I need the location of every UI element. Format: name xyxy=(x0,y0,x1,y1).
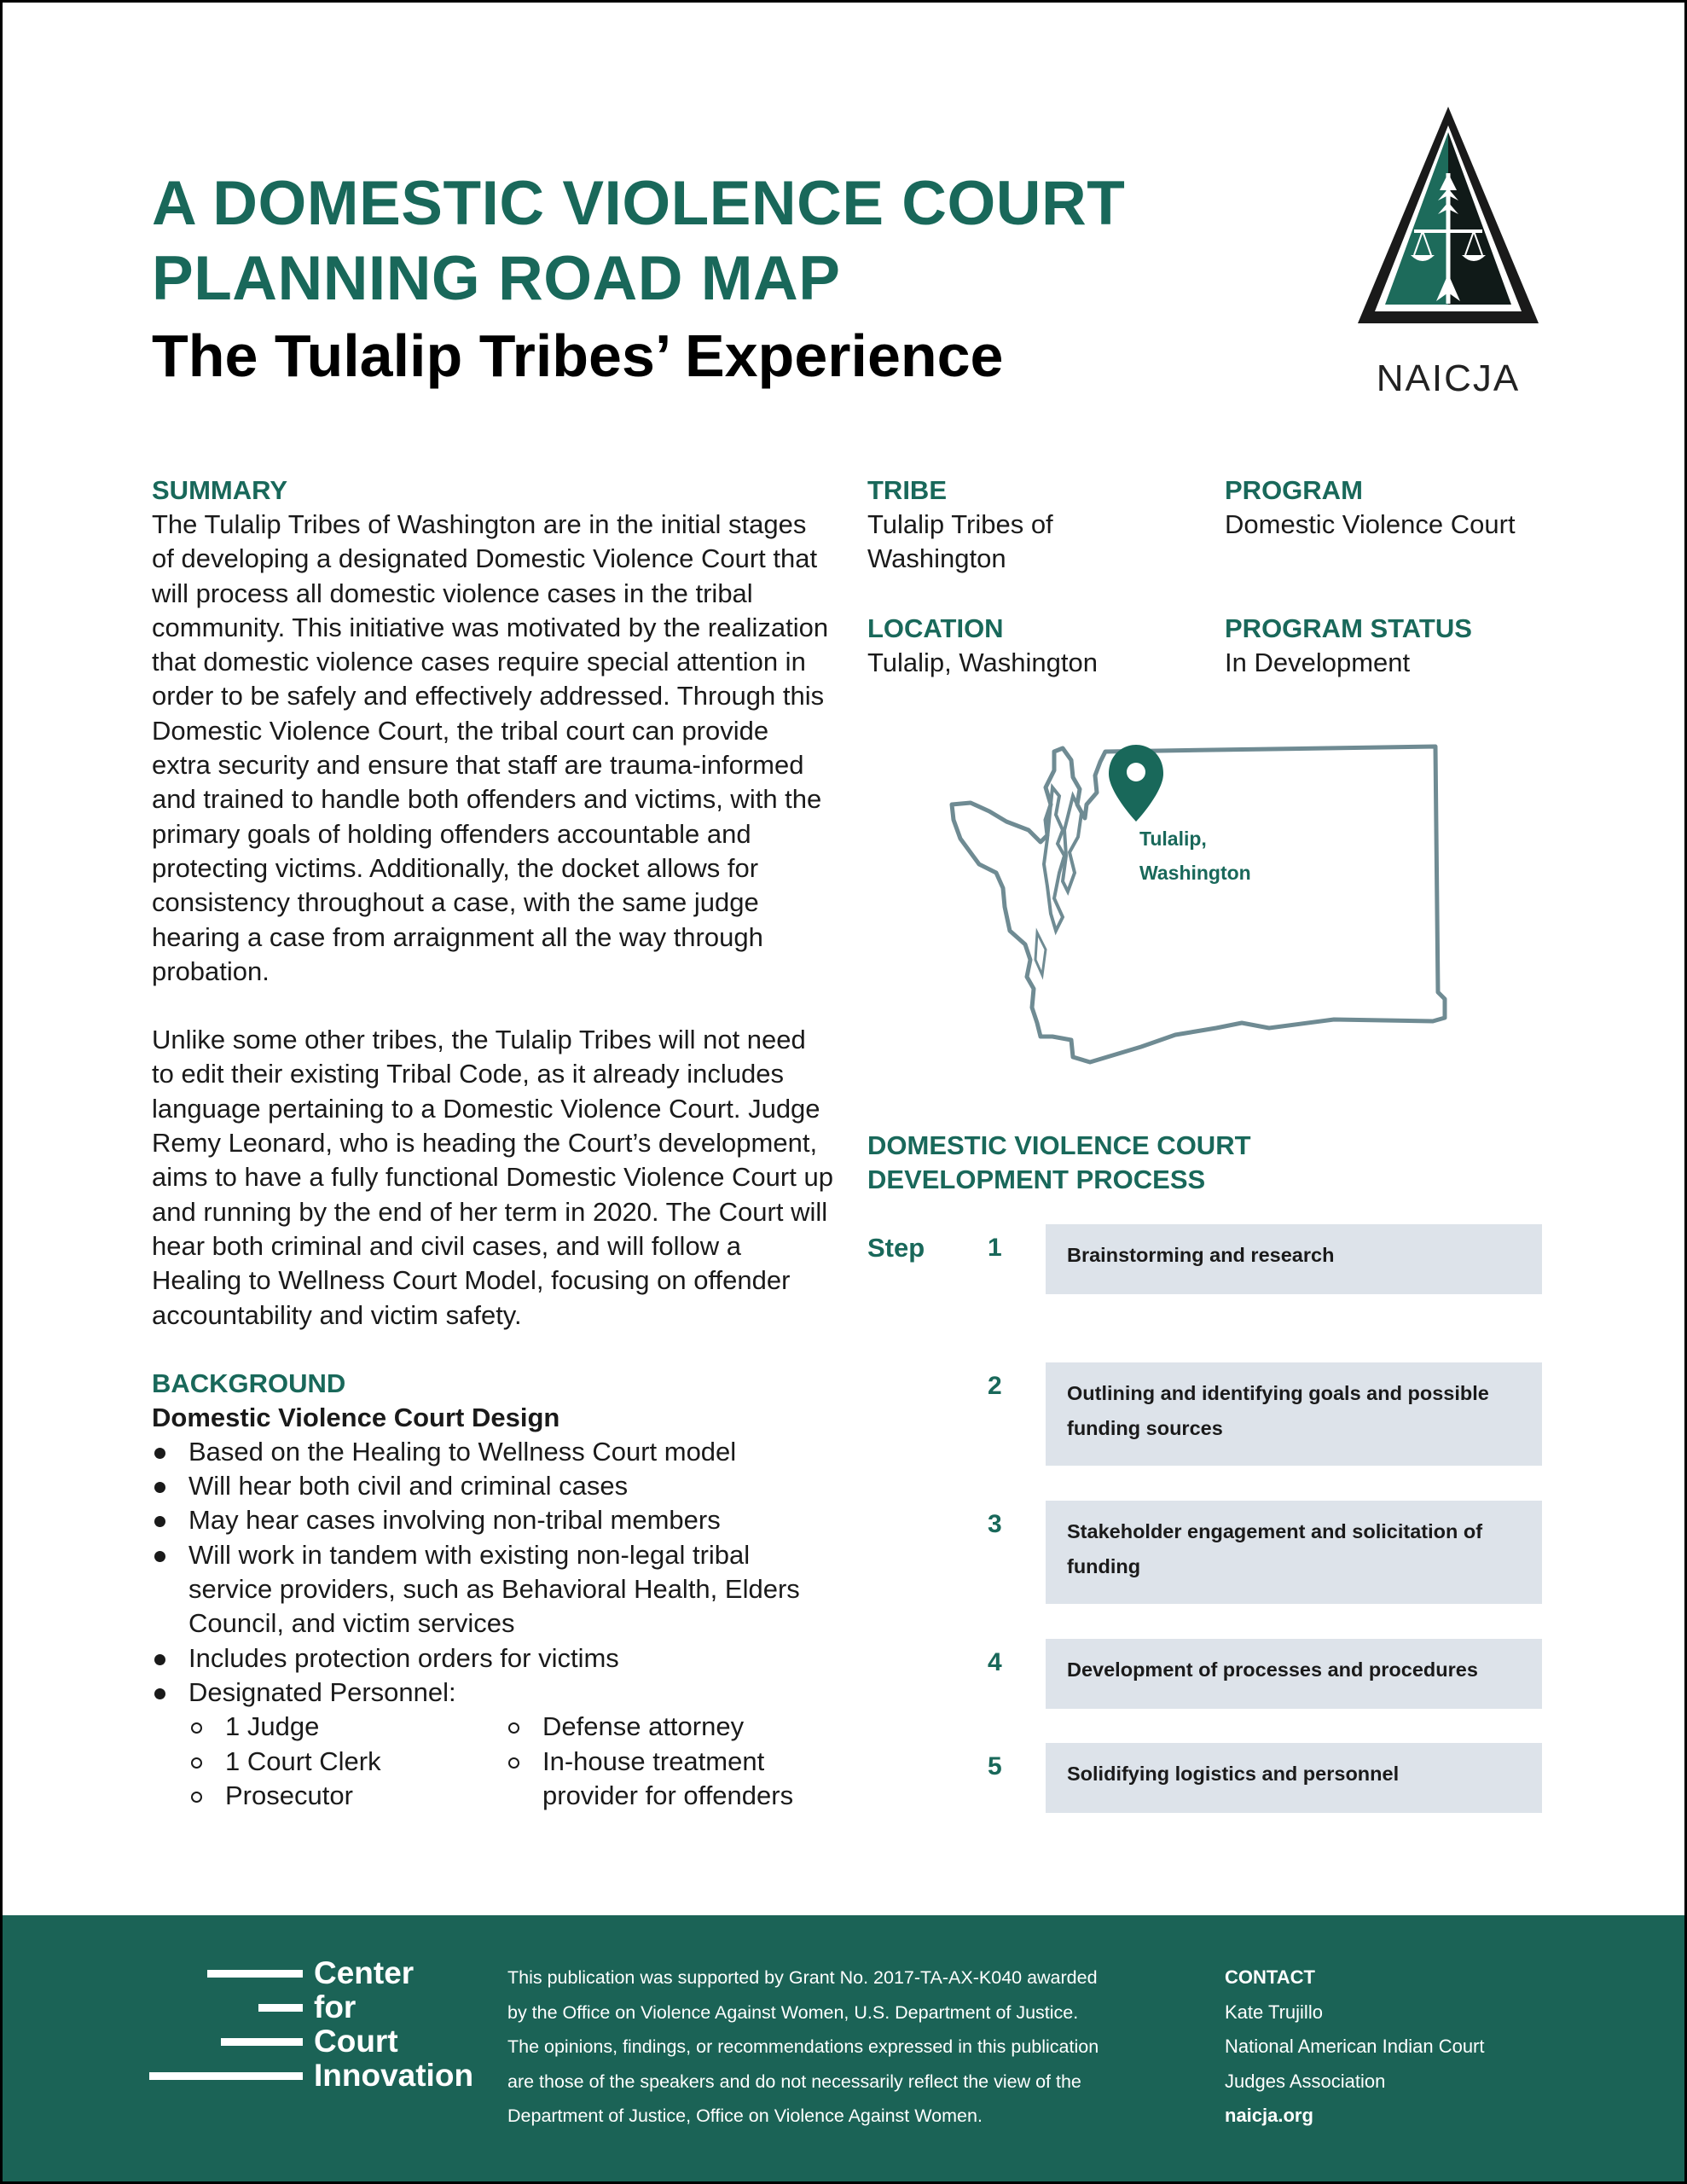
cci-bar-icon xyxy=(149,2072,303,2080)
location-pin-icon xyxy=(1109,745,1163,822)
map-label-line-2: Washington xyxy=(1139,862,1251,884)
step-box: Development of processes and procedures xyxy=(1046,1639,1542,1709)
cci-bar-icon xyxy=(207,1970,303,1978)
bullet-dot-icon xyxy=(154,1516,165,1527)
cci-logo-word: Center xyxy=(314,1955,415,1990)
bullet-item: May hear cases involving non-tribal members xyxy=(152,1503,834,1537)
personnel-column-right xyxy=(506,1710,823,1813)
cci-bar-icon xyxy=(221,2038,303,2046)
personnel-item: 1 Judge xyxy=(188,1710,506,1744)
step-number: 2 xyxy=(988,1372,1002,1400)
page-title-line-1: A DOMESTIC VIOLENCE COURT xyxy=(152,169,1126,238)
location-label: LOCATION xyxy=(867,613,1004,643)
step-box: Brainstorming and research xyxy=(1046,1224,1542,1294)
circle-bullet-icon xyxy=(191,1792,202,1803)
tribe-value: Tulalip Tribes of Washington xyxy=(867,509,1053,574)
step-number: 3 xyxy=(988,1510,1002,1538)
background-subheading: Domestic Violence Court Design xyxy=(152,1402,560,1432)
bullet-item: Based on the Healing to Wellness Court model xyxy=(152,1435,834,1469)
contact-heading: CONTACT xyxy=(1225,1966,1315,1988)
step-box: Stakeholder engagement and solicitation of funding xyxy=(1046,1501,1542,1604)
bullet-item: Includes protection orders for victims xyxy=(152,1641,834,1676)
step-label: Step xyxy=(867,1233,925,1263)
contact-block xyxy=(1225,1960,1485,2134)
process-heading-line-1: DOMESTIC VIOLENCE COURT xyxy=(867,1130,1251,1160)
summary-paragraph-1: The Tulalip Tribes of Washington are in the initial stages of developing a designated Domestic Violence Court that will process all domestic violence cases in the tribal community. This initiative was motivated by the realization that domestic violence cases require special attention in order to be safely and effectively addressed. Through this Domestic Violence Court, the tribal court can provide extra security and ensure that staff are trauma-informed and trained to handle both offenders and victims, with the primary goals of holding offenders accountable and protecting victims. Additionally, the docket allows for consistency throughout a case, with the same judge hearing a case from arraignment all the way through probation. xyxy=(152,509,829,986)
bullet-dot-icon xyxy=(154,1688,165,1699)
grant-disclaimer: This publication was supported by Grant No. 2017-TA-AX-K040 awarded by the Office on Violence Against Women, U.S. Department of Justice. The opinions, findings, or recommendations expressed in this publication are those of the speakers and do not necessarily reflect the view of the Department of Justice, Office on Violence Against Women. xyxy=(507,1967,1099,2126)
washington-map xyxy=(945,736,1448,1077)
personnel-column-left xyxy=(188,1710,506,1813)
contact-org-line-1: National American Indian Court xyxy=(1225,2036,1485,2057)
bullet-item: Will hear both civil and criminal cases xyxy=(152,1469,834,1503)
circle-bullet-icon xyxy=(191,1757,202,1769)
step-number: 5 xyxy=(988,1752,1002,1780)
tribe-label: TRIBE xyxy=(867,475,947,505)
process-heading xyxy=(867,1129,1251,1197)
personnel-item: Defense attorney xyxy=(506,1710,823,1744)
page-title-line-2: PLANNING ROAD MAP xyxy=(152,244,841,313)
program-label: PROGRAM xyxy=(1225,475,1363,505)
circle-bullet-icon xyxy=(508,1757,519,1769)
footer xyxy=(3,1915,1684,2181)
title-block xyxy=(152,166,1261,395)
background-heading: BACKGROUND xyxy=(152,1368,346,1398)
bullet-item: Designated Personnel: xyxy=(152,1676,834,1710)
bullet-dot-icon xyxy=(154,1448,165,1459)
page-subtitle: The Tulalip Tribes’ Experience xyxy=(152,322,1004,389)
summary-heading: SUMMARY xyxy=(152,475,288,505)
circle-bullet-icon xyxy=(508,1722,519,1734)
naicja-emblem-icon xyxy=(1354,103,1542,342)
step-number: 1 xyxy=(988,1234,1002,1262)
contact-org-line-2: Judges Association xyxy=(1225,2070,1386,2092)
bullet-dot-icon xyxy=(154,1654,165,1665)
cci-logo-word: Innovation xyxy=(314,2058,474,2093)
program-value: Domestic Violence Court xyxy=(1225,509,1516,539)
location-info xyxy=(867,612,1191,680)
naicja-logo xyxy=(1354,103,1542,400)
cci-bar-icon xyxy=(258,2004,303,2012)
personnel-item: 1 Court Clerk xyxy=(188,1745,506,1779)
cci-logo-word: Court xyxy=(314,2024,398,2059)
bullet-item: Will work in tandem with existing non-legal tribal service providers, such as Behavioral Health, Elders Council, and victim services xyxy=(152,1538,834,1641)
summary-paragraph-2: Unlike some other tribes, the Tulalip Tribes will not need to edit their existing Tribal Code, as it already includes language pertaining to a Domestic Violence Court. Judge Remy Leonard, who is heading the Court’s development, aims to have a fully functional Domestic Violence Court up and running by the end of her term in 2020. The Court will hear both criminal and civil cases, and will follow a Healing to Wellness Court Model, focusing on offender accountability and victim safety. xyxy=(152,1025,833,1330)
step-box: Outlining and identifying goals and possible funding sources xyxy=(1046,1362,1542,1466)
program-info xyxy=(1225,473,1549,542)
process-heading-line-2: DEVELOPMENT PROCESS xyxy=(867,1165,1206,1194)
location-value: Tulalip, Washington xyxy=(867,648,1098,677)
contact-name: Kate Trujillo xyxy=(1225,2001,1323,2023)
status-value: In Development xyxy=(1225,648,1411,677)
map-label-line-1: Tulalip, xyxy=(1139,828,1207,850)
cci-logo-word: for xyxy=(314,1989,357,2024)
tribe-info xyxy=(867,473,1191,577)
circle-bullet-icon xyxy=(191,1722,202,1734)
bullet-dot-icon xyxy=(154,1551,165,1562)
step-number: 4 xyxy=(988,1648,1002,1676)
naicja-logo-text: NAICJA xyxy=(1376,357,1521,399)
bullet-dot-icon xyxy=(154,1482,165,1493)
status-label: PROGRAM STATUS xyxy=(1225,613,1472,643)
washington-outline-icon xyxy=(945,736,1448,1077)
step-box: Solidifying logistics and personnel xyxy=(1046,1743,1542,1813)
status-info xyxy=(1225,612,1549,680)
personnel-item: In-house treatment provider for offenders xyxy=(506,1745,823,1814)
left-column xyxy=(152,473,834,1813)
design-bullet-list xyxy=(152,1435,834,1710)
contact-website-link[interactable]: naicja.org xyxy=(1225,2105,1313,2126)
personnel-list xyxy=(188,1710,834,1813)
background-section xyxy=(152,1367,834,1813)
personnel-item: Prosecutor xyxy=(188,1779,506,1813)
